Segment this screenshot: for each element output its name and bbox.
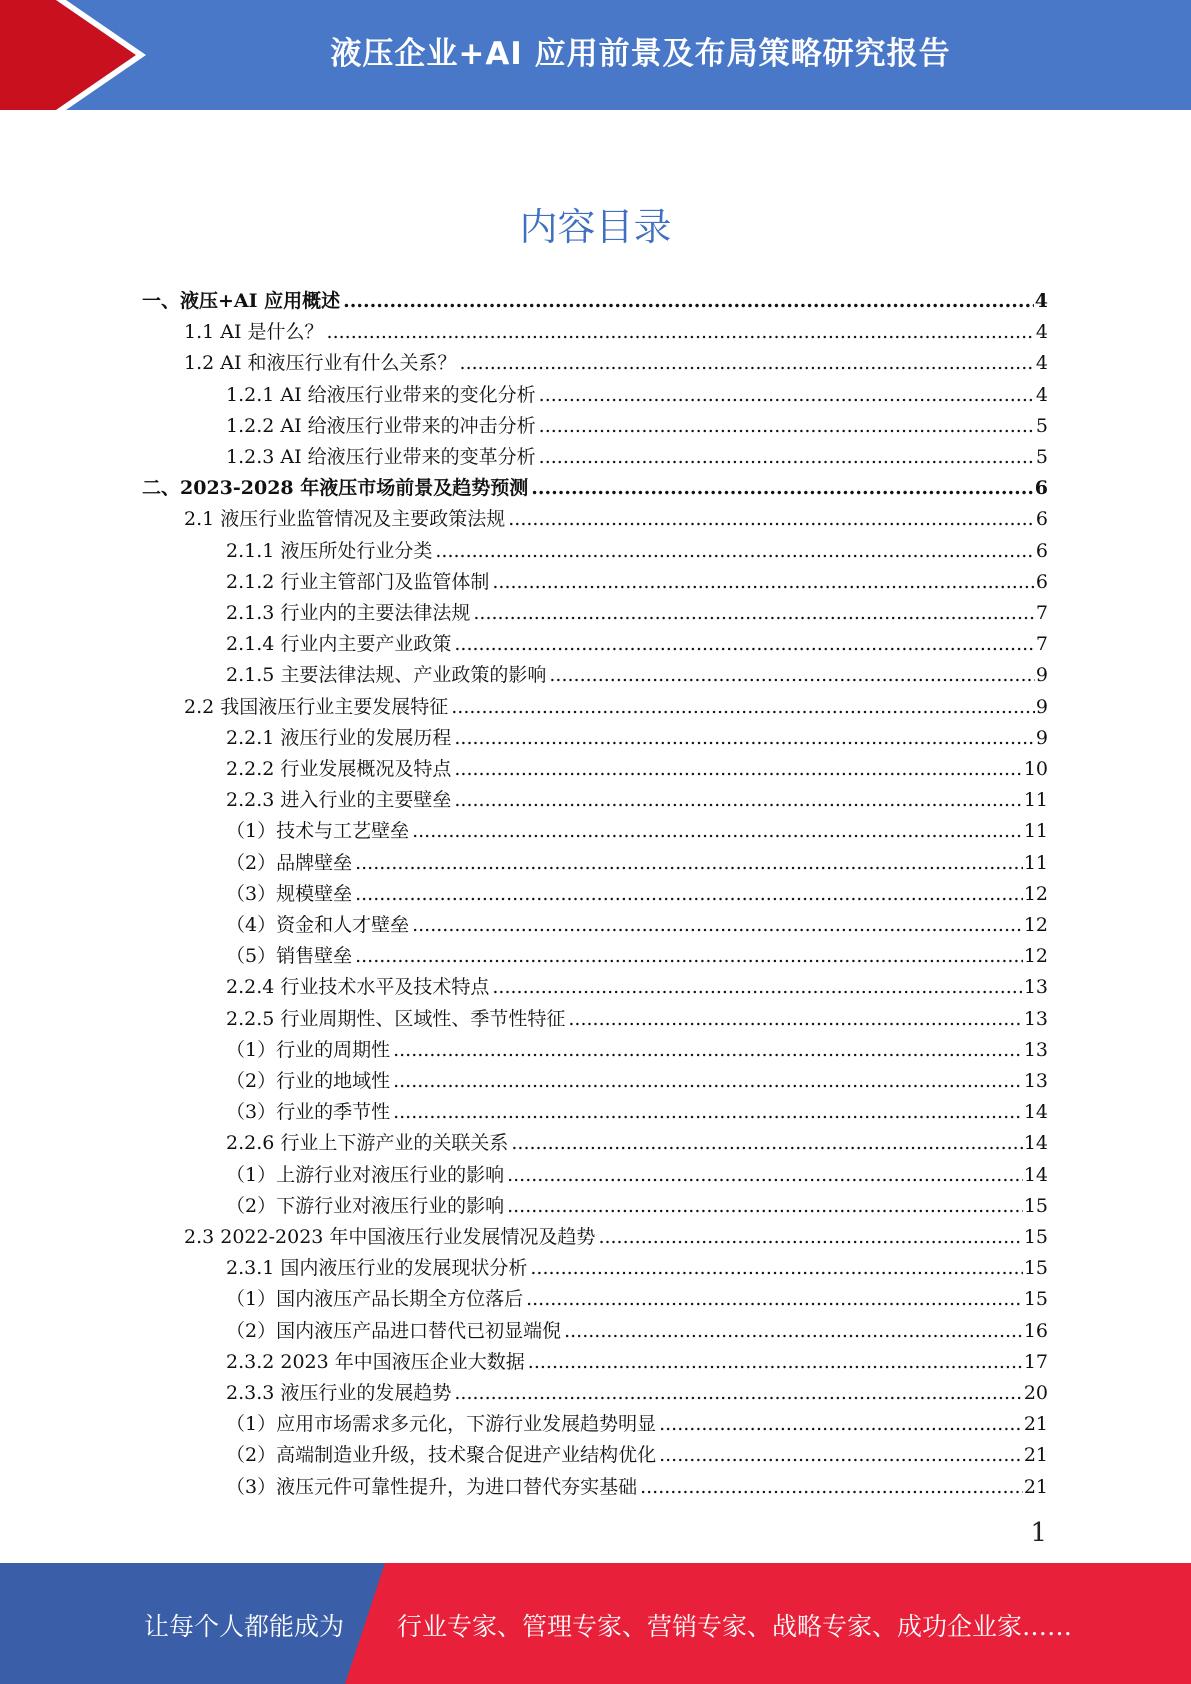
- toc-entry-title: 2.2.6 行业上下游产业的关联关系: [226, 1132, 509, 1155]
- toc-page-number: 6: [1034, 477, 1048, 500]
- toc-entry-title: 2.1.1 液压所处行业分类: [226, 539, 433, 562]
- toc-page-number: 4: [1035, 321, 1048, 344]
- toc-page-number: 6: [1035, 570, 1048, 593]
- toc-entry-title: 1.2.1 AI 给液压行业带来的变化分析: [226, 383, 536, 406]
- toc-dot-leader: [412, 816, 1023, 847]
- toc-entry-title: （1）国内液压产品长期全方位落后: [226, 1288, 524, 1311]
- toc-entry[interactable]: [226, 972, 1048, 1003]
- toc-entry-title: （2）国内液压产品进口替代已初显端倪: [226, 1319, 562, 1342]
- toc-page-number: 20: [1023, 1382, 1048, 1404]
- toc-dot-leader: [355, 879, 1023, 910]
- toc-dot-leader: [564, 1316, 1023, 1347]
- toc-entry[interactable]: [226, 380, 1048, 411]
- footer-slogan-left: 让每个人都能成为: [144, 1612, 345, 1641]
- toc-page-number: 5: [1035, 446, 1048, 468]
- toc-entry[interactable]: [184, 504, 1048, 535]
- toc-entry-title: 2.2.3 进入行业的主要壁垒: [226, 789, 452, 812]
- toc-dot-leader: [530, 1253, 1022, 1284]
- toc-dot-leader: [473, 598, 1035, 629]
- toc-entry-title: （1）上游行业对液压行业的影响: [226, 1163, 505, 1186]
- toc-dot-leader: [507, 1160, 1023, 1191]
- toc-page-number: 15: [1023, 1194, 1048, 1217]
- toc-entry[interactable]: [226, 1409, 1048, 1440]
- toc-entry[interactable]: [184, 348, 1048, 379]
- toc-dot-leader: [460, 348, 1035, 379]
- toc-entry-title: （3）规模壁垒: [226, 882, 353, 905]
- toc-page-number: 14: [1023, 1163, 1048, 1186]
- toc-dot-leader: [511, 1128, 1022, 1159]
- toc-entry[interactable]: [142, 286, 1048, 317]
- toc-entry[interactable]: [226, 941, 1048, 972]
- toc-page-number: 15: [1023, 1226, 1048, 1248]
- toc-page-number: 9: [1035, 726, 1048, 749]
- toc-dot-leader: [393, 1066, 1023, 1097]
- toc-entry-title: 1.2.3 AI 给液压行业带来的变革分析: [226, 446, 536, 468]
- toc-entry[interactable]: [226, 1066, 1048, 1097]
- toc-dot-leader: [393, 1035, 1023, 1066]
- toc-dot-leader: [539, 411, 1035, 442]
- toc-page-number: 15: [1023, 1257, 1048, 1280]
- toc-dot-leader: [526, 1284, 1023, 1315]
- toc-entry-title: （5）销售壁垒: [226, 945, 353, 968]
- toc-dot-leader: [528, 1347, 1023, 1378]
- toc-entry[interactable]: [226, 848, 1048, 879]
- toc-entry-title: （2）品牌壁垒: [226, 851, 353, 874]
- toc-entry-title: 2.2 我国液压行业主要发展特征: [184, 695, 449, 718]
- toc-dot-leader: [539, 442, 1035, 473]
- footer-banner: [0, 1563, 1191, 1684]
- toc-page-number: 11: [1023, 789, 1048, 812]
- toc-entry[interactable]: [226, 1191, 1048, 1222]
- toc-dot-leader: [393, 1097, 1023, 1128]
- toc-page-number: 6: [1035, 539, 1048, 562]
- footer-slogan-right: 行业专家、管理专家、营销专家、战略专家、成功企业家……: [397, 1612, 1073, 1641]
- toc-entry-title: 2.3 2022-2023 年中国液压行业发展情况及趋势: [184, 1226, 596, 1248]
- toc-page-number: 14: [1023, 1101, 1048, 1124]
- toc-page-number: 16: [1023, 1319, 1048, 1342]
- toc-entry-title: 2.1.2 行业主管部门及监管体制: [226, 570, 490, 593]
- toc-entry[interactable]: [184, 317, 1048, 348]
- toc-page-number: 13: [1023, 1038, 1048, 1061]
- toc-page-number: 21: [1023, 1444, 1048, 1467]
- toc-entry[interactable]: [226, 1097, 1048, 1128]
- toc-dot-leader: [327, 317, 1035, 348]
- toc-dot-leader: [454, 629, 1035, 660]
- toc-page-number: 13: [1023, 1007, 1048, 1030]
- toc-dot-leader: [355, 848, 1023, 879]
- toc-entry[interactable]: [226, 1378, 1048, 1409]
- toc-dot-leader: [508, 504, 1035, 535]
- toc-page-number: 4: [1034, 290, 1048, 312]
- toc-entry[interactable]: [226, 1440, 1048, 1471]
- toc-entry-title: （3）行业的季节性: [226, 1101, 391, 1124]
- toc-dot-leader: [454, 723, 1035, 754]
- toc-page-number: 4: [1035, 383, 1048, 406]
- toc-page-number: 17: [1023, 1350, 1048, 1373]
- toc-entry[interactable]: [184, 1222, 1048, 1253]
- toc-entry[interactable]: [226, 1347, 1048, 1378]
- toc-dot-leader: [343, 286, 1034, 317]
- toc-entry[interactable]: [226, 598, 1048, 629]
- toc-entry[interactable]: [226, 442, 1048, 473]
- toc-heading: 内容目录: [519, 205, 672, 249]
- toc-entry-title: 2.1 液压行业监管情况及主要政策法规: [184, 508, 506, 531]
- toc-entry-title: 2.1.4 行业内主要产业政策: [226, 633, 452, 656]
- toc-entry-title: （4）资金和人才壁垒: [226, 914, 410, 936]
- toc-page-number: 12: [1023, 882, 1048, 905]
- toc-entry-title: 2.1.3 行业内的主要法律法规: [226, 602, 471, 624]
- toc-page-number: 14: [1023, 1132, 1048, 1155]
- toc-entry[interactable]: [226, 1316, 1048, 1347]
- toc-entry-title: （2）高端制造业升级，技术聚合促进产业结构优化: [226, 1444, 657, 1467]
- toc-dot-leader: [659, 1409, 1023, 1440]
- toc-page-number: 6: [1035, 508, 1048, 531]
- report-title: 液压企业+AI 应用前景及布局策略研究报告: [330, 36, 951, 72]
- toc-page-number: 21: [1023, 1413, 1048, 1436]
- toc-entry[interactable]: [226, 660, 1048, 691]
- toc-entry[interactable]: [184, 692, 1048, 723]
- toc-page-number: 11: [1023, 851, 1048, 874]
- toc-page-number: 13: [1023, 1070, 1048, 1092]
- toc-entry[interactable]: [226, 1284, 1048, 1315]
- toc-dot-leader: [454, 785, 1022, 816]
- toc-page-number: 12: [1023, 914, 1048, 936]
- toc-dot-leader: [549, 660, 1035, 691]
- toc-dot-leader: [451, 692, 1035, 723]
- toc-page-number: 7: [1035, 602, 1048, 624]
- toc-entry-title: 1.2 AI 和液压行业有什么关系？: [184, 352, 457, 375]
- toc-entry[interactable]: [226, 1160, 1048, 1191]
- toc-entry-title: （1）行业的周期性: [226, 1038, 391, 1061]
- toc-dot-leader: [539, 380, 1035, 411]
- toc-entry[interactable]: [226, 411, 1048, 442]
- toc-entry-title: 2.2.2 行业发展概况及特点: [226, 758, 452, 780]
- toc-page-number: 15: [1023, 1288, 1048, 1311]
- toc-entry[interactable]: [226, 785, 1048, 816]
- toc-entry[interactable]: [226, 1128, 1048, 1159]
- toc-dot-leader: [568, 1004, 1022, 1035]
- toc-dot-leader: [659, 1440, 1023, 1471]
- toc-dot-leader: [454, 1378, 1022, 1409]
- toc-entry[interactable]: [226, 1472, 1048, 1503]
- toc-page-number: 9: [1035, 664, 1048, 687]
- toc-entry[interactable]: [226, 816, 1048, 847]
- toc-entry[interactable]: [226, 1253, 1048, 1284]
- toc-page-number: 7: [1035, 633, 1048, 656]
- toc-entry-title: 1.1 AI 是什么？: [184, 321, 324, 344]
- toc-entry[interactable]: [226, 629, 1048, 660]
- toc-entry[interactable]: [226, 754, 1048, 785]
- toc-entry-title: 1.2.2 AI 给液压行业带来的冲击分析: [226, 414, 536, 437]
- toc-entry[interactable]: [226, 1004, 1048, 1035]
- toc-page-number: 21: [1023, 1475, 1048, 1498]
- toc-entry-title: 2.1.5 主要法律法规、产业政策的影响: [226, 664, 547, 687]
- toc-entry-title: 2.3.3 液压行业的发展趋势: [226, 1382, 452, 1404]
- toc-entry[interactable]: [226, 1035, 1048, 1066]
- toc-entry-title: 2.2.4 行业技术水平及技术特点: [226, 976, 490, 999]
- toc-dot-leader: [507, 1191, 1023, 1222]
- toc-page-number: 9: [1035, 695, 1048, 718]
- header-banner: [0, 0, 1191, 110]
- toc-page-number: 10: [1023, 758, 1048, 780]
- toc-entry-title: （2）下游行业对液压行业的影响: [226, 1194, 505, 1217]
- toc-page-number: 12: [1023, 945, 1048, 968]
- toc-dot-leader: [454, 754, 1022, 785]
- toc-entry-title: 一、液压+AI 应用概述: [142, 290, 341, 312]
- toc-entry-title: 2.3.2 2023 年中国液压企业大数据: [226, 1350, 525, 1373]
- toc-entry[interactable]: [226, 910, 1048, 941]
- toc-dot-leader: [492, 972, 1022, 1003]
- toc-entry[interactable]: [226, 879, 1048, 910]
- page-number: 1: [1030, 1518, 1047, 1548]
- toc-page-number: 4: [1035, 352, 1048, 375]
- toc-entry[interactable]: [226, 723, 1048, 754]
- toc-entry-title: （3）液压元件可靠性提升，为进口替代夯实基础: [226, 1475, 638, 1498]
- toc-entry[interactable]: [226, 567, 1048, 598]
- toc-dot-leader: [492, 567, 1035, 598]
- toc-page-number: 13: [1023, 976, 1048, 999]
- toc-dot-leader: [598, 1222, 1022, 1253]
- toc-entry-title: 2.3.1 国内液压行业的发展现状分析: [226, 1257, 528, 1280]
- toc-dot-leader: [435, 536, 1035, 567]
- toc-dot-leader: [640, 1472, 1023, 1503]
- toc-page-number: 5: [1035, 414, 1048, 437]
- toc-dot-leader: [531, 473, 1034, 504]
- toc-entry-title: 2.2.5 行业周期性、区域性、季节性特征: [226, 1007, 566, 1030]
- toc-dot-leader: [355, 941, 1023, 972]
- toc-dot-leader: [412, 910, 1023, 941]
- toc-entry-title: 二、2023-2028 年液压市场前景及趋势预测: [142, 477, 529, 500]
- toc-entry-title: （1）技术与工艺壁垒: [226, 820, 410, 843]
- toc-entry-title: 2.2.1 液压行业的发展历程: [226, 726, 452, 749]
- toc-entry[interactable]: [226, 536, 1048, 567]
- toc-entry-title: （2）行业的地域性: [226, 1070, 391, 1092]
- toc-entry[interactable]: [142, 473, 1048, 504]
- toc-entry-title: （1）应用市场需求多元化，下游行业发展趋势明显: [226, 1413, 657, 1436]
- toc-page-number: 11: [1023, 820, 1048, 843]
